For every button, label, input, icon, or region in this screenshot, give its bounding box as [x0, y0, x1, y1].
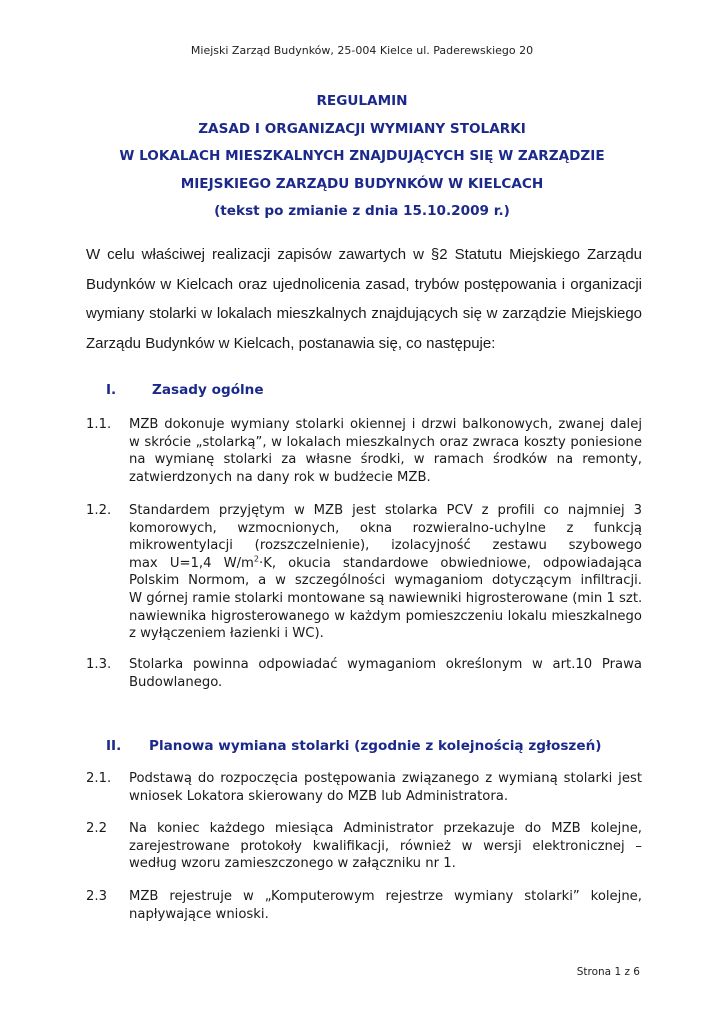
item-text: [129, 656, 642, 691]
item-line: MZB rejestruje w „Komputerowym rejestrze wymiany stolarki” kolejne,: [129, 889, 642, 904]
item-number: 2.1.: [86, 771, 112, 786]
item-number: 2.3: [86, 889, 107, 904]
item-number: 1.2.: [86, 503, 112, 518]
title-line: ZASAD I ORGANIZACJI WYMIANY STOLARKI: [198, 120, 526, 137]
section-title: Planowa wymiana stolarki (zgodnie z kolejnością zgłoszeń): [149, 738, 602, 754]
item-text: [129, 888, 642, 923]
section-title: Zasady ogólne: [152, 382, 264, 398]
item-line: zatwierdzonych na dany rok w budżecie MZB.: [129, 469, 431, 485]
title-line: (tekst po zmianie z dnia 15.10.2009 r.): [214, 203, 510, 219]
item-line-part: ·K, okucia standardowe obwiedniowe, odpowiadająca: [259, 555, 642, 571]
item-line: Polskim Normom, a w szczególności wymaganiom dotyczącym infiltracji.: [129, 573, 642, 589]
item-number: 1.3.: [86, 657, 112, 672]
section-number: I.: [106, 382, 117, 398]
title-line: REGULAMIN: [316, 93, 408, 109]
title-line: W LOKALACH MIESZKALNYCH ZNAJDUJĄCYCH SIĘ W ZARZĄDZIE: [119, 148, 605, 164]
title-line: MIEJSKIEGO ZARZĄDU BUDYNKÓW W KIELCACH: [180, 175, 544, 192]
item-line: według wzoru zamieszczonego w załączniku nr 1.: [129, 856, 456, 872]
item-line: MZB dokonuje wymiany stolarki okiennej i drzwi balkonowych, zwanej dalej: [129, 417, 642, 432]
document-title: [60, 88, 664, 226]
item-line: komorowych, wzmocnionych, okna rozwieralno-uchylne z funkcją: [129, 520, 642, 536]
item-line: mikrowentylacji (rozszczelnienie), izolacyjność zestawu szybowego: [129, 538, 642, 554]
item-number: 2.2: [86, 821, 107, 836]
page-header: Miejski Zarząd Budynków, 25-004 Kielce ul. Paderewskiego 20: [190, 44, 534, 57]
intro-paragraph: W celu właściwej realizacji zapisów zawartych w §2 Statutu Miejskiego Zarządu Budynków w Kielcach oraz ujednolicenia zasad, trybów postępowania i organizacji wymiany stolarki w lokalach mieszkalnych znajdujących się w zarządzie Miejskiego Zarządu Budynków w Kielcach, postanawia się, co następuje:: [86, 246, 642, 352]
item-line: W górnej ramie stolarki montowane są nawiewniki higrosterowane (min 1 szt.: [129, 590, 643, 606]
item-line: Budowlanego.: [129, 674, 223, 690]
item-line: z wyłączeniem łazienki i WC).: [129, 626, 324, 642]
item-line-part: max U=1,4 W/m: [129, 555, 254, 571]
item-text: [129, 820, 642, 873]
item-line: Na koniec każdego miesiąca Administrator przekazuje do MZB kolejne,: [129, 821, 642, 836]
page-number: Strona 1 z 6: [576, 966, 640, 978]
section-heading: [106, 382, 606, 402]
item-text: [129, 416, 642, 486]
superscript: 2: [253, 554, 259, 564]
item-line: na wymianę stolarki za własne środki, w ramach środków na remonty,: [129, 452, 642, 468]
item-line: wniosek Lokatora skierowany do MZB lub Administratora.: [129, 788, 509, 804]
item-line: napływające wnioski.: [129, 906, 269, 922]
item-line: Standardem przyjętym w MZB jest stolarka PCV z profili co najmniej 3: [129, 503, 642, 518]
item-line: nawiewnika higrosterowanego w każdym pomieszczeniu lokalu mieszkalnego: [129, 608, 642, 624]
section-number: II.: [106, 738, 122, 754]
item-text: [129, 502, 642, 643]
item-text: [129, 770, 642, 805]
item-line: Podstawą do rozpoczęcia postępowania związanego z wymianą stolarki jest: [129, 771, 642, 786]
item-line: zarejestrowane protokoły kwalifikacji, również w wersji elektronicznej –: [129, 838, 642, 854]
item-line: [129, 555, 642, 573]
item-line: Stolarka powinna odpowiadać wymaganiom określonym w art.10 Prawa: [129, 657, 642, 672]
section-heading: [106, 738, 626, 758]
item-line: w skrócie „stolarką”, w lokalach mieszkalnych oraz zwraca koszty poniesione: [129, 434, 642, 450]
item-number: 1.1.: [86, 417, 112, 432]
